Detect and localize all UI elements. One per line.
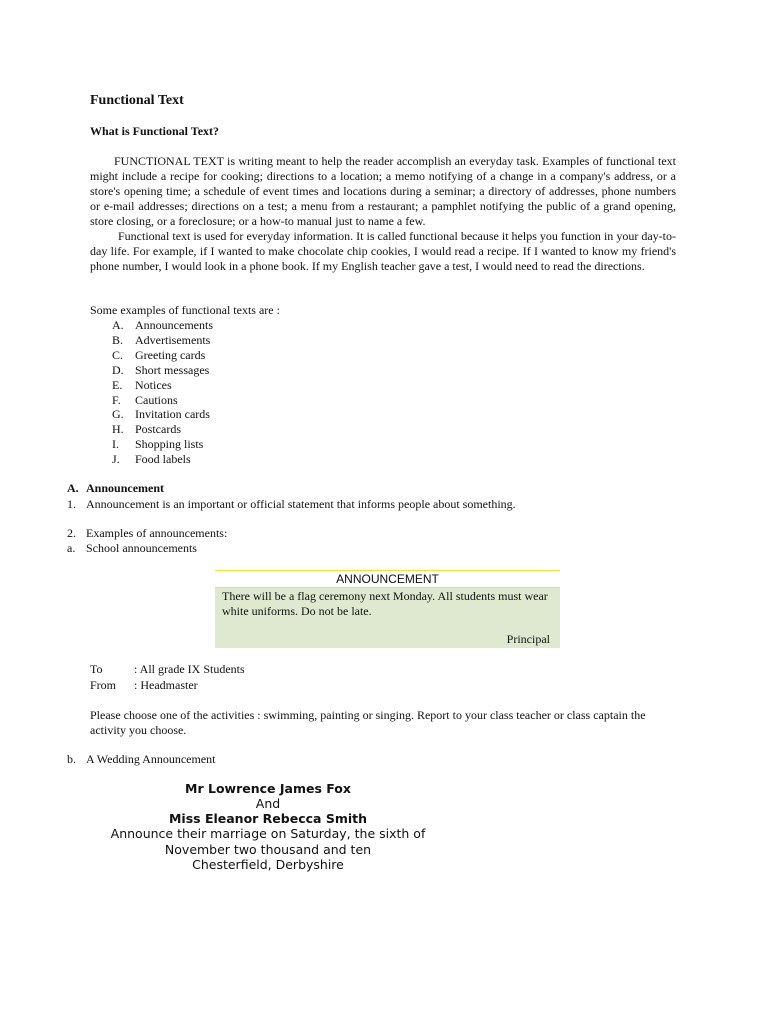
list-item [112, 452, 213, 467]
list-item-text: Food labels [135, 452, 191, 467]
to-label: To [90, 662, 103, 676]
list-marker: H. [112, 422, 124, 437]
item-number: 2. [67, 526, 76, 540]
item-letter: b. [67, 752, 76, 766]
list-item-text: Short messages [135, 362, 210, 377]
wedding-groom-name: Mr Lowrence James Fox [185, 781, 351, 796]
list-item-text: Postcards [135, 422, 181, 437]
item-text: School announcements [86, 541, 197, 555]
section-marker: A. [67, 481, 79, 495]
list-marker: J. [112, 452, 120, 467]
list-item-text: Announcements [135, 318, 213, 332]
item-text: Announcement is an important or official statement that informs people about something. [86, 497, 516, 511]
document-title: Functional Text [90, 93, 184, 108]
list-marker: D. [112, 362, 124, 377]
list-marker: C. [112, 347, 124, 362]
from-value: : Headmaster [134, 678, 198, 692]
list-marker: I. [112, 437, 119, 452]
wedding-line-2: November two thousand and ten [164, 842, 372, 857]
list-marker: E. [112, 377, 123, 392]
list-item-text: Advertisements [135, 332, 211, 347]
list-item [112, 318, 213, 333]
list-item [112, 378, 213, 393]
list-item-text: Notices [135, 377, 172, 392]
item-text: A Wedding Announcement [86, 752, 216, 766]
list-item [112, 407, 213, 422]
school-announcement-box [215, 570, 560, 648]
list-marker: G. [112, 407, 124, 422]
definition-paragraph: FUNCTIONAL TEXT is writing meant to help the reader accomplish an everyday task. Examples of functional text might include a recipe for cooking; directions to a location; a memo notifying of a change in a company's address, or a store's opening time; a schedule of event times and locations during a seminar; a directory of addresses, phone numbers or e-mail addresses; directions on a test; a menu from a restaurant; a pamphlet notifying the public of a grand opening, store closing, or a foreclosure; or a how-to manual just to name a few. [90, 154, 676, 228]
examples-item [67, 526, 227, 541]
wedding-announcement-item [67, 752, 215, 767]
section-heading-text: Announcement [86, 481, 165, 495]
list-marker: F. [112, 392, 121, 407]
list-item [112, 422, 213, 437]
announcement-box-heading: ANNOUNCEMENT [215, 570, 560, 588]
list-marker: B. [112, 332, 124, 347]
wedding-line-3: Chesterfield, Derbyshire [192, 857, 344, 872]
list-item [112, 437, 213, 452]
announcement-box-body [215, 588, 560, 648]
examples-list [112, 318, 213, 467]
list-item-text: Invitation cards [135, 407, 210, 422]
activity-instruction: Please choose one of the activities : swimming, painting or singing. Report to your class teacher or class captain the activity you choose. [90, 708, 646, 737]
from-row [90, 678, 198, 693]
item-text: Examples of announcements: [86, 526, 228, 540]
list-item-text: Shopping lists [135, 437, 204, 452]
announcement-section-heading [67, 481, 164, 496]
section-question-heading: What is Functional Text? [90, 124, 220, 138]
examples-intro: Some examples of functional texts are : [90, 303, 280, 317]
from-label: From [90, 678, 117, 692]
usage-paragraph: Functional text is used for everyday information. It is called functional because it helps you function in your day-to-day life. For example, if I wanted to make chocolate chip cookies, I would read a recipe. If I wanted to know my friend's phone number, I would look in a phone book. If my English teacher gave a test, I would need to read the directions. [90, 229, 676, 273]
wedding-bride-name: Miss Eleanor Rebecca Smith [168, 811, 368, 826]
school-announcements-item [67, 541, 197, 556]
to-row [90, 662, 245, 677]
definition-item [67, 497, 516, 512]
item-number: 1. [67, 497, 76, 511]
list-item [112, 333, 213, 348]
list-item [112, 393, 213, 408]
announcement-signature: Principal [506, 632, 550, 646]
wedding-line-1: Announce their marriage on Saturday, the sixth of [110, 826, 426, 841]
announcement-message: There will be a flag ceremony next Monday. All students must wear white uniforms. Do not be late. [222, 589, 548, 618]
wedding-and: And [255, 796, 281, 811]
list-item-text: Cautions [135, 392, 178, 407]
to-value: : All grade IX Students [134, 662, 245, 676]
list-item-text: Greeting cards [135, 347, 206, 362]
list-item [112, 363, 213, 378]
item-letter: a. [67, 541, 76, 555]
list-marker: A. [112, 318, 124, 332]
list-item [112, 348, 213, 363]
